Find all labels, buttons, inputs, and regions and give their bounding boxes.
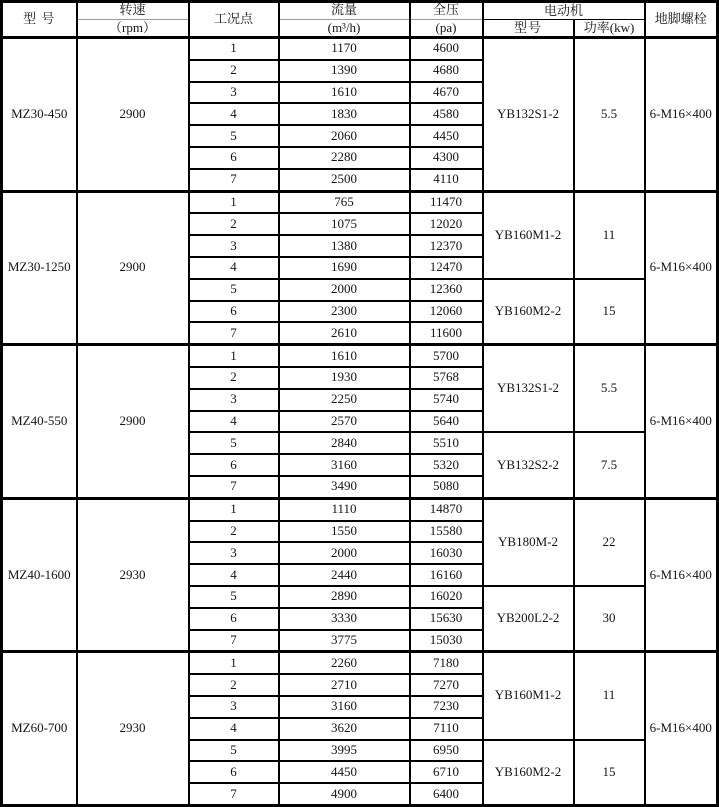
table-row [2,345,718,367]
header-speed [77,2,189,38]
motor-model-cell: YB132S1-2 [483,345,574,433]
flow-cell: 4900 [279,783,410,805]
operating-point-cell: 4 [189,411,279,433]
flow-cell: 2500 [279,169,410,191]
pressure-cell: 16160 [410,564,483,586]
pressure-cell: 12370 [410,235,483,257]
flow-cell: 1380 [279,235,410,257]
header-flow-title: 流量 [330,2,357,18]
pressure-cell: 5320 [410,454,483,476]
speed-cell: 2900 [77,191,189,345]
pressure-cell: 12060 [410,301,483,323]
motor-power-cell: 5.5 [574,38,645,192]
operating-point-cell: 5 [189,125,279,147]
table-row [2,652,718,674]
flow-cell: 1930 [279,367,410,389]
model-cell: MZ30-1250 [2,191,77,345]
motor-power-cell: 11 [574,191,645,279]
operating-point-cell: 6 [189,761,279,783]
flow-cell: 2000 [279,542,410,564]
anchor-bolt-cell: 6-M16×400 [645,345,718,499]
pressure-cell: 11600 [410,322,483,344]
model-cell: MZ40-1600 [2,498,77,652]
motor-power-cell: 15 [574,279,645,345]
pressure-cell: 5640 [410,411,483,433]
header-flow-unit: (m³/h) [280,19,409,36]
flow-cell: 2260 [279,652,410,674]
motor-power-cell: 5.5 [574,345,645,433]
model-cell: MZ40-550 [2,345,77,499]
operating-point-cell: 7 [189,476,279,498]
flow-cell: 1110 [279,498,410,520]
flow-cell: 3490 [279,476,410,498]
motor-power-cell: 15 [574,740,645,806]
flow-cell: 3160 [279,454,410,476]
flow-cell: 3160 [279,696,410,718]
operating-point-cell: 1 [189,191,279,213]
header-model: 型 号 [2,2,77,38]
motor-power-cell: 11 [574,652,645,740]
flow-cell: 2060 [279,125,410,147]
flow-cell: 1610 [279,82,410,104]
operating-point-cell: 7 [189,322,279,344]
operating-point-cell: 3 [189,235,279,257]
flow-cell: 2250 [279,389,410,411]
header-operating-point: 工况点 [189,2,279,38]
pressure-cell: 5768 [410,367,483,389]
operating-point-cell: 1 [189,652,279,674]
operating-point-cell: 6 [189,608,279,630]
motor-model-cell: YB160M2-2 [483,279,574,345]
operating-point-cell: 7 [189,630,279,652]
header-motor-power: 功率(kw) [574,20,645,38]
pressure-cell: 5740 [410,389,483,411]
motor-power-cell: 22 [574,498,645,586]
flow-cell: 1390 [279,60,410,82]
operating-point-cell: 2 [189,367,279,389]
operating-point-cell: 2 [189,674,279,696]
operating-point-cell: 3 [189,389,279,411]
flow-cell: 2610 [279,322,410,344]
flow-cell: 2300 [279,301,410,323]
pressure-cell: 4680 [410,60,483,82]
motor-model-cell: YB160M1-2 [483,191,574,279]
flow-cell: 3330 [279,608,410,630]
flow-cell: 4450 [279,761,410,783]
header-anchor-bolt: 地脚螺栓 [645,2,718,38]
flow-cell: 1550 [279,521,410,543]
header-flow [279,2,410,38]
table-header [2,2,718,38]
anchor-bolt-cell: 6-M16×400 [645,498,718,652]
pressure-cell: 11470 [410,191,483,213]
flow-cell: 1075 [279,213,410,235]
operating-point-cell: 2 [189,521,279,543]
pressure-cell: 4110 [410,169,483,191]
speed-cell: 2900 [77,345,189,499]
pressure-cell: 5700 [410,345,483,367]
motor-model-cell: YB132S1-2 [483,38,574,192]
header-motor-model: 型号 [483,20,574,38]
operating-point-cell: 4 [189,718,279,740]
pressure-cell: 12470 [410,257,483,279]
header-pressure-title: 全压 [432,2,459,18]
operating-point-cell: 6 [189,301,279,323]
flow-cell: 3620 [279,718,410,740]
operating-point-cell: 5 [189,432,279,454]
operating-point-cell: 5 [189,740,279,762]
anchor-bolt-cell: 6-M16×400 [645,38,718,192]
pressure-cell: 4450 [410,125,483,147]
pressure-cell: 6950 [410,740,483,762]
pressure-cell: 5080 [410,476,483,498]
motor-model-cell: YB200L2-2 [483,586,574,652]
pressure-cell: 7270 [410,674,483,696]
flow-cell: 2710 [279,674,410,696]
header-pressure-unit: (pa) [411,19,482,36]
motor-power-cell: 30 [574,586,645,652]
flow-cell: 2890 [279,586,410,608]
flow-cell: 2440 [279,564,410,586]
header-speed-title: 转速 [119,2,146,18]
pressure-cell: 14870 [410,498,483,520]
pressure-cell: 16020 [410,586,483,608]
operating-point-cell: 7 [189,783,279,805]
header-motor-group: 电动机 [483,2,645,20]
pressure-cell: 4300 [410,147,483,169]
pressure-cell: 6400 [410,783,483,805]
motor-model-cell: YB132S2-2 [483,432,574,498]
flow-cell: 3995 [279,740,410,762]
flow-cell: 1610 [279,345,410,367]
operating-point-cell: 5 [189,586,279,608]
operating-point-cell: 1 [189,498,279,520]
pressure-cell: 15630 [410,608,483,630]
operating-point-cell: 1 [189,38,279,60]
operating-point-cell: 6 [189,454,279,476]
motor-model-cell: YB180M-2 [483,498,574,586]
operating-point-cell: 5 [189,279,279,301]
flow-cell: 2280 [279,147,410,169]
speed-cell: 2900 [77,38,189,192]
anchor-bolt-cell: 6-M16×400 [645,652,718,806]
flow-cell: 1690 [279,257,410,279]
pressure-cell: 6710 [410,761,483,783]
table-row [2,38,718,60]
header-speed-unit: （rpm） [78,19,188,36]
pressure-cell: 15580 [410,521,483,543]
pressure-cell: 4670 [410,82,483,104]
pressure-cell: 7180 [410,652,483,674]
flow-cell: 1170 [279,38,410,60]
flow-cell: 2000 [279,279,410,301]
motor-power-cell: 7.5 [574,432,645,498]
operating-point-cell: 3 [189,696,279,718]
operating-point-cell: 3 [189,82,279,104]
flow-cell: 2570 [279,411,410,433]
flow-cell: 1830 [279,103,410,125]
model-cell: MZ30-450 [2,38,77,192]
pressure-cell: 15030 [410,630,483,652]
flow-cell: 2840 [279,432,410,454]
speed-cell: 2930 [77,498,189,652]
operating-point-cell: 2 [189,60,279,82]
pressure-cell: 12020 [410,213,483,235]
table-row [2,498,718,520]
header-pressure [410,2,483,38]
table-body [2,38,718,806]
operating-point-cell: 4 [189,257,279,279]
operating-point-cell: 3 [189,542,279,564]
motor-model-cell: YB160M1-2 [483,652,574,740]
pressure-cell: 4600 [410,38,483,60]
speed-cell: 2930 [77,652,189,806]
operating-point-cell: 7 [189,169,279,191]
pressure-cell: 7230 [410,696,483,718]
operating-point-cell: 6 [189,147,279,169]
operating-point-cell: 4 [189,103,279,125]
pressure-cell: 16030 [410,542,483,564]
pressure-cell: 5510 [410,432,483,454]
model-cell: MZ60-700 [2,652,77,806]
operating-point-cell: 1 [189,345,279,367]
operating-point-cell: 4 [189,564,279,586]
operating-point-cell: 2 [189,213,279,235]
flow-cell: 765 [279,191,410,213]
header-row-1 [2,2,718,20]
pressure-cell: 4580 [410,103,483,125]
anchor-bolt-cell: 6-M16×400 [645,191,718,345]
table-row [2,191,718,213]
pressure-cell: 12360 [410,279,483,301]
pressure-cell: 7110 [410,718,483,740]
motor-model-cell: YB160M2-2 [483,740,574,806]
flow-cell: 3775 [279,630,410,652]
